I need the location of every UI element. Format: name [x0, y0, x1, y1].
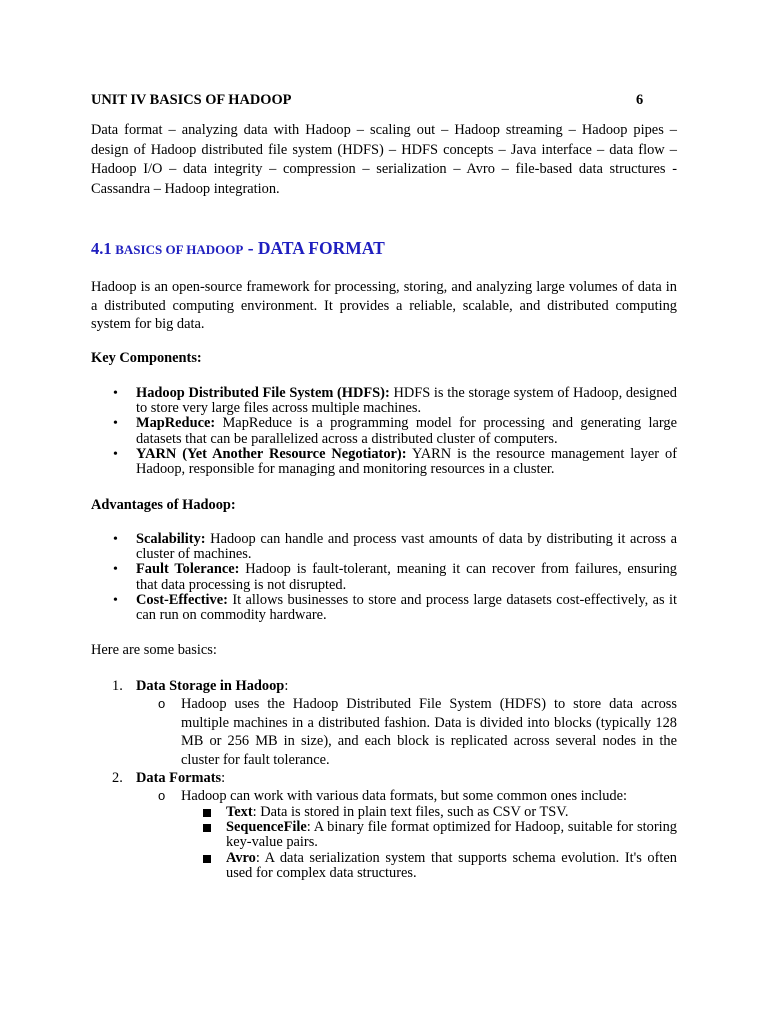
sub-item-text: Hadoop uses the Hadoop Distributed File System (HDFS) to store data across multiple machines in a distributed fashion. Data is divided into blocks (typically 128 MB or 256 MB in size), and each block is replicated across several nodes in the cluster for fault tolerance. — [181, 696, 677, 768]
format-term: SequenceFile — [226, 819, 307, 836]
section-number: 4.1 — [91, 239, 112, 258]
list-item — [113, 415, 677, 447]
item-term: Data Formats — [136, 770, 222, 786]
basics-list — [112, 678, 677, 769]
item-text: HDFS is the storage system of Hadoop, designed to store very large files across multiple machines. — [136, 385, 677, 417]
item-text: MapReduce is a programming model for processing and generating large datasets that can be parallelized across a distributed cluster of computers. — [136, 415, 677, 447]
square-bullet-icon — [203, 855, 211, 863]
numbered-item-head — [112, 678, 677, 695]
section-title: DATA FORMAT — [257, 238, 385, 258]
item-colon: : — [284, 678, 289, 694]
format-item — [226, 851, 677, 881]
item-term: Cost-Effective: — [136, 591, 228, 608]
item-term: MapReduce: — [136, 415, 216, 432]
format-text: : Data is stored in plain text files, such as CSV or TSV. — [252, 804, 569, 820]
format-item — [226, 820, 677, 850]
format-text: : A binary file format optimized for Hadoop, suitable for storing key-value pairs. — [226, 819, 677, 851]
basics-intro: Here are some basics: — [91, 642, 217, 658]
sub-bullet-icon: o — [158, 696, 166, 711]
intro-paragraph: Hadoop is an open-source framework for processing, storing, and analyzing large volumes of data in a distributed computing environment. It provides a reliable, scalable, and distributed computing system for big data. — [91, 279, 677, 332]
bullet-icon: • — [113, 592, 118, 608]
list-item — [113, 445, 678, 478]
item-text: It allows businesses to store and process large datasets cost-effectively, as it can run on commodity hardware. — [136, 591, 677, 624]
square-bullet-icon — [203, 824, 211, 832]
item-colon: : — [221, 770, 226, 786]
format-text: : A data serialization system that supports schema evolution. It's often used for complex data structures. — [226, 849, 677, 881]
item-term: Hadoop Distributed File System (HDFS): — [136, 385, 390, 401]
bullet-icon: • — [113, 532, 118, 547]
key-components-heading: Key Components: — [91, 350, 202, 366]
advantages-heading: Advantages of Hadoop: — [91, 497, 236, 513]
sub-item-text: Hadoop can work with various data formats, but some common ones include: — [181, 788, 628, 804]
bullet-icon: • — [113, 416, 118, 432]
section-heading — [91, 238, 385, 259]
numbered-item-head — [112, 770, 677, 787]
format-item — [226, 805, 677, 820]
bullet-icon: • — [113, 386, 118, 401]
advantages-list — [113, 531, 677, 624]
item-term: YARN (Yet Another Resource Negotiator): — [136, 445, 407, 462]
item-term: Data Storage in Hadoop — [136, 678, 285, 694]
key-components-list — [113, 385, 678, 478]
unit-title: UNIT IV BASICS OF HADOOP — [91, 92, 292, 108]
sub-list-item — [158, 695, 677, 769]
item-text: Hadoop is fault-tolerant, meaning it can recover from failures, ensuring that data processing is not disrupted. — [136, 561, 677, 593]
format-term: Avro — [226, 849, 256, 866]
unit-hours: 6 — [636, 92, 644, 108]
section-dash: - — [243, 238, 258, 258]
item-number: 1. — [112, 678, 123, 694]
sub-list-item — [158, 787, 677, 805]
bullet-icon: • — [113, 562, 118, 578]
format-term: Text — [226, 804, 253, 820]
list-item — [113, 385, 677, 417]
item-term: Fault Tolerance: — [136, 561, 240, 578]
item-text: Hadoop can handle and process vast amounts of data by distributing it across a cluster of machines. — [136, 531, 677, 563]
basics-list-item-2 — [112, 770, 677, 881]
list-item — [113, 561, 677, 593]
list-item — [113, 591, 677, 624]
item-text: YARN is the resource management layer of Hadoop, responsible for managing and monitoring resources in a cluster. — [136, 445, 678, 478]
sub-bullet-icon: o — [158, 788, 166, 803]
square-bullet-icon — [203, 809, 211, 817]
item-number: 2. — [112, 770, 123, 786]
bullet-icon: • — [113, 446, 118, 462]
list-item — [113, 531, 677, 563]
item-term: Scalability: — [136, 531, 206, 547]
section-topic: BASICS OF HADOOP — [115, 242, 244, 257]
formats-list — [226, 805, 677, 881]
syllabus-paragraph: Data format – analyzing data with Hadoop – scaling out – Hadoop streaming – Hadoop pipes – design of Hadoop distributed file system (HDFS) – HDFS concepts – Java interface – data flow – Hadoop I/O – data integrity – compression – serialization – Avro – file-based data structures - Cassandra – Hadoop integration. — [91, 122, 677, 197]
